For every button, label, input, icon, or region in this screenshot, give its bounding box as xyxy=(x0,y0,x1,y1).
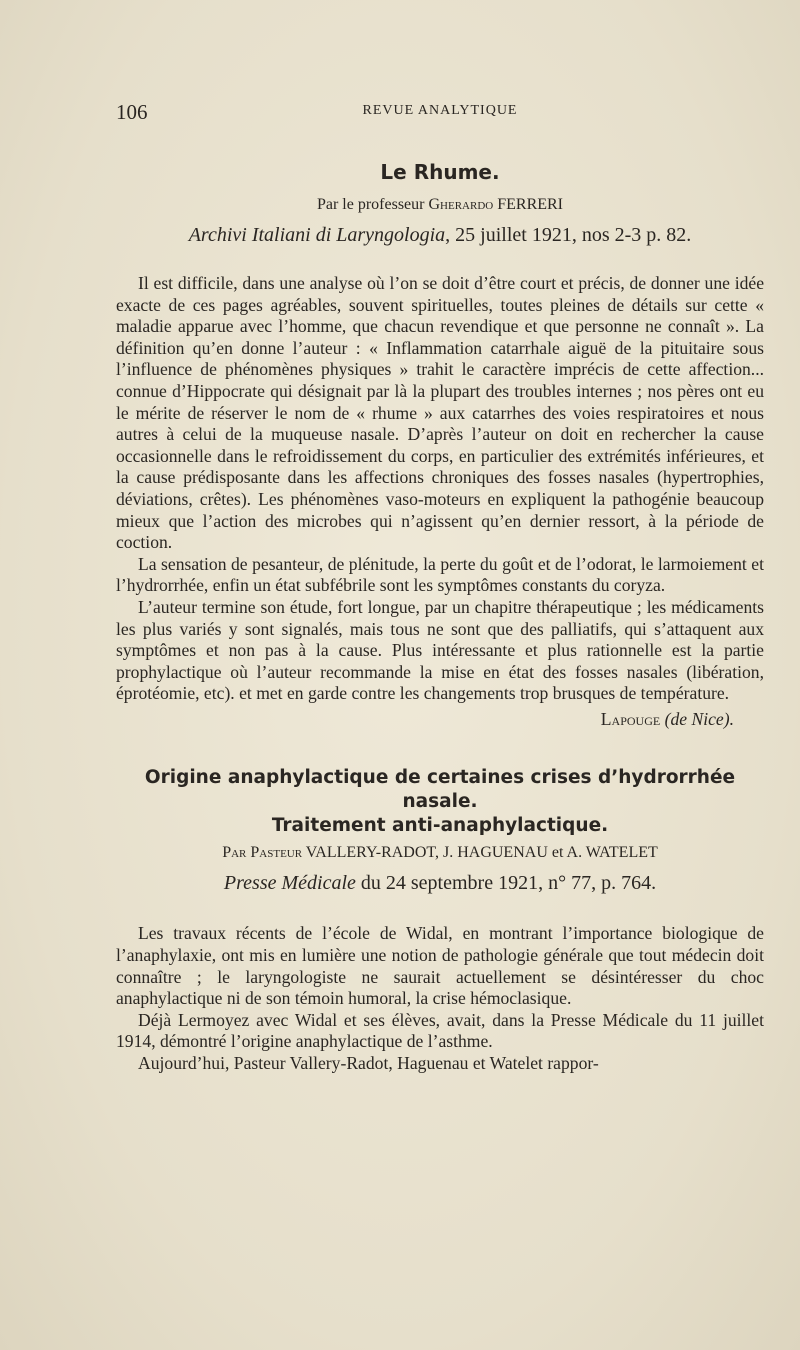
byline-prefix: Par le professeur xyxy=(316,196,425,213)
article-title xyxy=(116,766,764,838)
page-header xyxy=(116,100,764,130)
source-journal: Archivi Italiani di Laryngologia xyxy=(188,224,446,246)
article-source xyxy=(116,872,764,895)
author-names: VALLERY-RADOT, J. HAGUENAU et A. WATELET xyxy=(305,844,658,862)
page-content xyxy=(116,160,764,1075)
body-paragraph: Les travaux récents de l’école de Widal, en montrant l’importance biologique de l’anaphylaxie, ont mis en lumière une notion de pathologie générale que tout médecin doit connaître ; le laryngologiste ne saurait actuellement se désintéresser du choc anaphylactique ni de son témoin humoral, la crise hémoclasique. xyxy=(116,923,764,1009)
source-journal: Presse Médicale xyxy=(223,872,356,895)
byline-prefix: Par Pasteur xyxy=(222,844,303,862)
article-title-line: Traitement anti-anaphylactique. xyxy=(271,815,609,837)
reviewer-name: Lapouge xyxy=(600,708,661,729)
article-byline xyxy=(116,196,764,214)
reviewer-signature xyxy=(116,709,734,731)
running-head: REVUE ANALYTIQUE xyxy=(362,103,518,118)
source-details: , 25 juillet 1921, nos 2-3 p. 82. xyxy=(445,224,692,246)
article-title-line: Origine anaphylactique de certaines crises d’hydrorrhée nasale. xyxy=(144,767,736,813)
page-number: 106 xyxy=(116,100,148,124)
reviewer-place: (de Nice). xyxy=(664,708,734,729)
body-paragraph: Aujourd’hui, Pasteur Vallery-Radot, Haguenau et Watelet rappor- xyxy=(138,1053,599,1074)
body-paragraph: Déjà Lermoyez avec Widal et ses élèves, avait, dans la Presse Médicale du 11 juillet 1914, démontré l’origine anaphylactique de l’asthme. xyxy=(116,1009,764,1052)
source-details: du 24 septembre 1921, n° 77, p. 764. xyxy=(355,872,657,895)
body-paragraph: La sensation de pesanteur, de plénitude, la perte du goût et de l’odorat, le larmoiement et l’hydrorrhée, enfin un état subfébrile sont les symptômes constants du coryza. xyxy=(116,553,764,596)
article-byline xyxy=(116,844,764,862)
body-paragraph: L’auteur termine son étude, fort longue, par un chapitre thérapeutique ; les médicaments les plus variés y sont signalés, mais tous ne sont que des palliatifs, qui s’attaquent aux symptômes et non pas à la cause. Plus intéressante et plus rationnelle est la partie prophylactique où l’auteur recommande la mise en état des fosses nasales (libération, éprotéomie, etc). et met en garde contre les changements trop brusques de température. xyxy=(116,596,764,704)
article-source xyxy=(116,224,764,247)
author-last-name: FERRERI xyxy=(497,196,564,213)
body-paragraph: Il est difficile, dans une analyse où l’on se doit d’être court et précis, de donner une idée exacte de ces pages agréables, souvent spirituelles, toutes pleines de détails sur cette « maladie apparue avec l’homme, que chacun revendique et que personne ne connaît ». La définition qu’en donne l’auteur : « Inflammation catarrhale aiguë de la pituitaire sous l’influence de phénomènes physiques » trahit le caractère imprécis de cette affection... connue d’Hippocrate qui désignait par là la plupart des troubles internes ; nos pères ont eu le mérite de réserver le nom de « rhume » aux catarrhes des voies respiratoires et nous autres à celui de la muqueuse nasale. D’après l’auteur on doit en rechercher la cause occasionnelle dans le refroidissement du corps, en particulier des extrémités inférieures, et la cause prédisposante dans les affections chroniques des fosses nasales (hypertrophies, déviations, crêtes). Les phénomènes vaso-moteurs en expliquent la pathogénie beaucoup mieux que l’action des microbes qui n’agissent qu’en dernier ressort, à la période de coction. xyxy=(116,273,764,553)
author-first-name: Gherardo xyxy=(428,196,494,213)
article-title: Le Rhume. xyxy=(380,160,500,184)
